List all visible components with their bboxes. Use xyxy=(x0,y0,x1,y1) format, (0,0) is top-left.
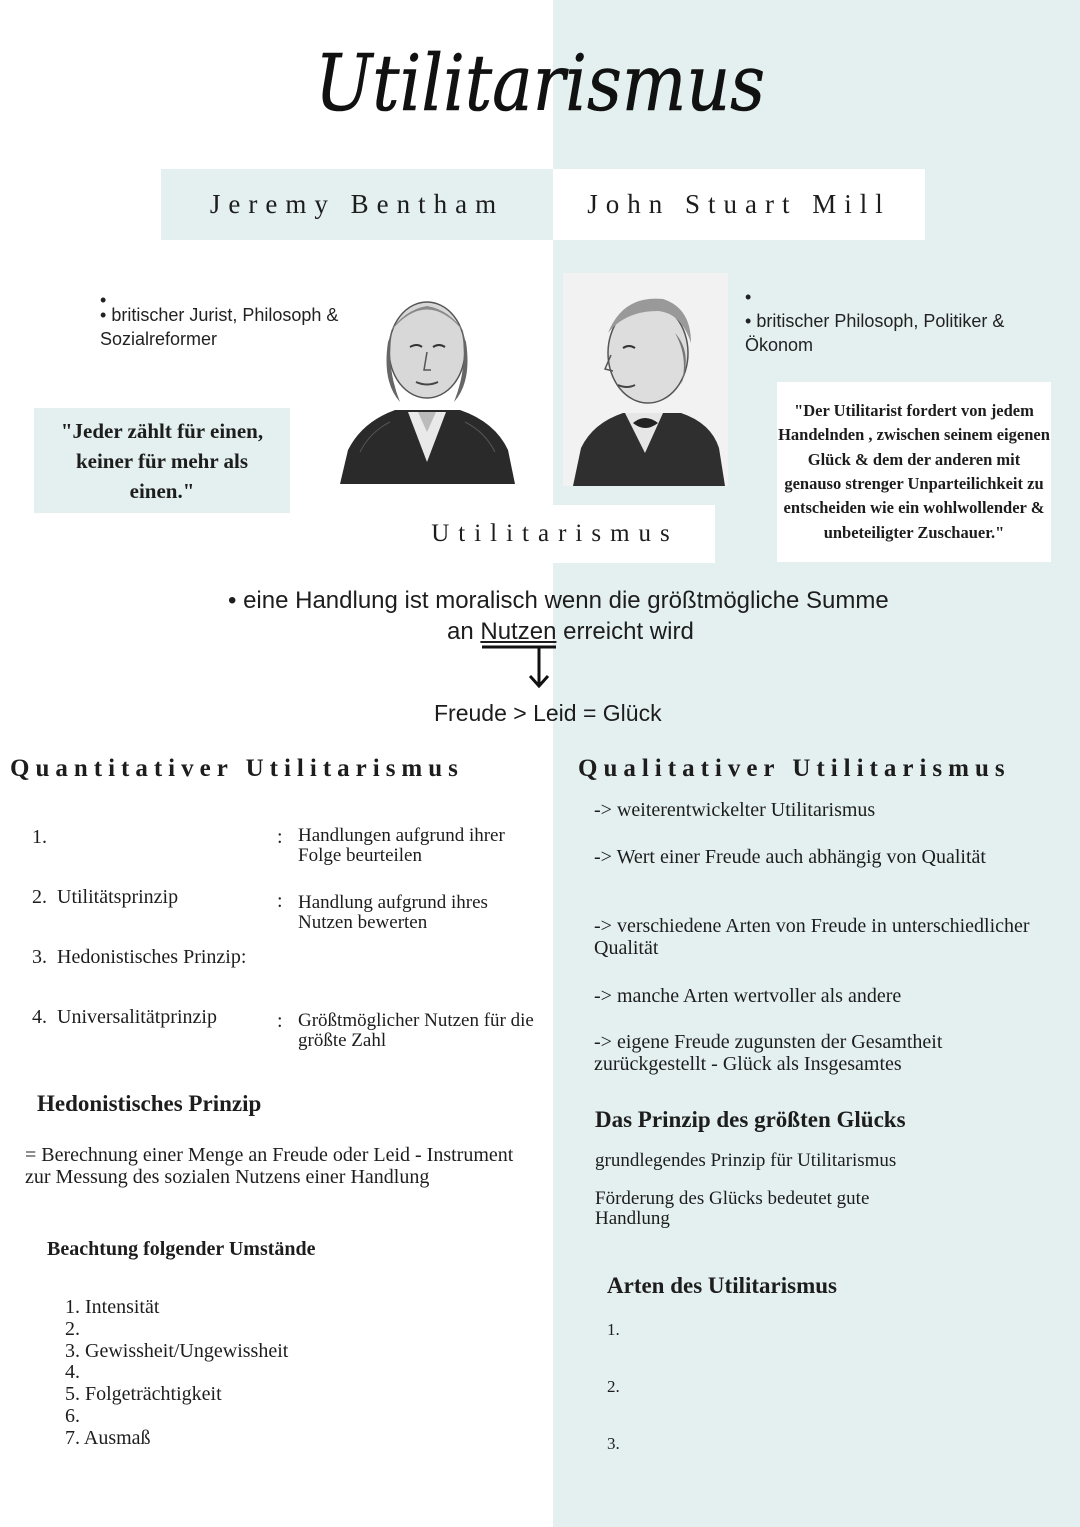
name-john-stuart-mill: John Stuart Mill xyxy=(553,169,925,240)
bentham-quote xyxy=(34,408,290,513)
principle-4 xyxy=(32,1006,217,1029)
principle-4-colon: : xyxy=(277,1010,283,1032)
principle-2-name: Utilitätsprinzip xyxy=(57,886,179,908)
principle-4-desc: Größtmöglicher Nutzen für die größte Zahl xyxy=(298,1010,534,1051)
mill-quote-text: "Der Utilitarist fordert von jedem Handelnden , zwischen seinem eigenen Glück & dem der anderen mit genauso strenger Unparteilichkeit zu entscheiden wie ein wohlwollender & unbeteiligter Zuschauer." xyxy=(778,400,1050,542)
principle-1-desc: Handlungen aufgrund ihrer Folge beurteilen xyxy=(298,825,505,866)
principle-2-num: 2. xyxy=(32,886,47,908)
definition-line-1: eine Handlung ist moralisch wenn die größtmögliche Summe xyxy=(243,587,889,614)
principle-3-name: Hedonistisches Prinzip: xyxy=(57,946,247,968)
bentham-bio: • britischer Jurist, Philosoph & Sozialreformer xyxy=(100,305,339,349)
list-item: 7. Ausmaß xyxy=(65,1426,151,1449)
principle-2 xyxy=(32,886,178,909)
qualitative-heading: Qualitativer Utilitarismus xyxy=(578,755,1011,782)
greatest-happiness-heading: Das Prinzip des größten Glücks xyxy=(595,1107,906,1132)
principle-4-num: 4. xyxy=(32,1006,47,1028)
mill-quote xyxy=(777,382,1051,562)
center-utilitarismus-label: Utilitarismus xyxy=(395,505,715,563)
list-item: 4. xyxy=(65,1361,80,1384)
list-item: 3. Gewissheit/Ungewissheit xyxy=(65,1339,289,1362)
qualitative-point-5: -> eigene Freude zugunsten der Gesamtheit zurückgestellt - Glück als Insgesamtes xyxy=(594,1031,943,1075)
mill-portrait-image xyxy=(563,273,728,486)
mill-bio-text: britischer Philosoph, Politiker & Ökonom xyxy=(745,311,1005,355)
mill-bio: • britischer Philosoph, Politiker & Ökonom xyxy=(745,311,1005,355)
hedonism-definition: = Berechnung einer Menge an Freude oder Leid - Instrument zur Messung des sozialen Nutzens einer Handlung xyxy=(25,1144,514,1188)
principle-1-num: 1. xyxy=(32,826,47,848)
page-title-text: Utilitarismus xyxy=(315,39,765,129)
qualitative-point-3: -> verschiedene Arten von Freude in unterschiedlicher Qualität xyxy=(594,915,1030,959)
principle-2-colon: : xyxy=(277,890,283,912)
qualitative-point-4: -> manche Arten wertvoller als andere xyxy=(594,985,902,1007)
bentham-portrait xyxy=(340,272,515,484)
list-item: 1. Intensität xyxy=(65,1296,160,1318)
list-item: 5. Folgeträchtigkeit xyxy=(65,1383,222,1406)
mill-portrait xyxy=(563,273,728,486)
type-2: 2. xyxy=(607,1377,620,1396)
definition-nutzen: Nutzen xyxy=(480,618,557,645)
greatest-happiness-text-1: grundlegendes Prinzip für Utilitarismus xyxy=(595,1150,897,1171)
name-jeremy-bentham: Jeremy Bentham xyxy=(161,169,553,240)
qualitative-point-1: -> weiterentwickelter Utilitarismus xyxy=(594,799,876,821)
type-3: 3. xyxy=(607,1434,620,1453)
circumstances-heading: Beachtung folgender Umstände xyxy=(47,1238,316,1260)
arrow-down-icon xyxy=(478,644,560,692)
definition-line-2-pre: an xyxy=(447,618,481,645)
greatest-happiness-text-2: Förderung des Glücks bedeutet gute Handlung xyxy=(595,1188,870,1229)
mill-bullet-empty: • xyxy=(745,287,752,307)
principle-2-desc: Handlung aufgrund ihres Nutzen bewerten xyxy=(298,892,488,933)
hedonism-heading: Hedonistisches Prinzip xyxy=(37,1091,262,1116)
bentham-bullet-empty: • xyxy=(100,290,107,310)
bentham-bio-text: britischer Jurist, Philosoph & Sozialreformer xyxy=(100,305,339,349)
types-heading: Arten des Utilitarismus xyxy=(607,1273,837,1298)
quantitative-heading: Quantitativer Utilitarismus xyxy=(10,755,464,782)
bentham-quote-text: "Jeder zählt für einen, keiner für mehr als einen." xyxy=(60,418,264,503)
qualitative-point-2: -> Wert einer Freude auch abhängig von Qualität xyxy=(594,846,986,868)
principle-4-name: Universalitätprinzip xyxy=(57,1006,217,1028)
principle-3 xyxy=(32,946,246,969)
list-item: 6. xyxy=(65,1404,80,1427)
principle-3-num: 3. xyxy=(32,946,47,968)
type-1: 1. xyxy=(607,1320,620,1339)
circumstances-list xyxy=(65,1297,288,1450)
principle-1 xyxy=(32,826,47,849)
list-item: 2. xyxy=(65,1317,80,1340)
bentham-portrait-image xyxy=(340,272,515,484)
definition: • eine Handlung ist moralisch wenn die größtmögliche Summe an Nutzen erreicht wird xyxy=(228,587,889,645)
definition-line-2-post: erreicht wird xyxy=(556,618,694,645)
page-title xyxy=(300,30,780,145)
formula: Freude > Leid = Glück xyxy=(434,700,662,726)
principle-1-colon: : xyxy=(277,826,283,848)
